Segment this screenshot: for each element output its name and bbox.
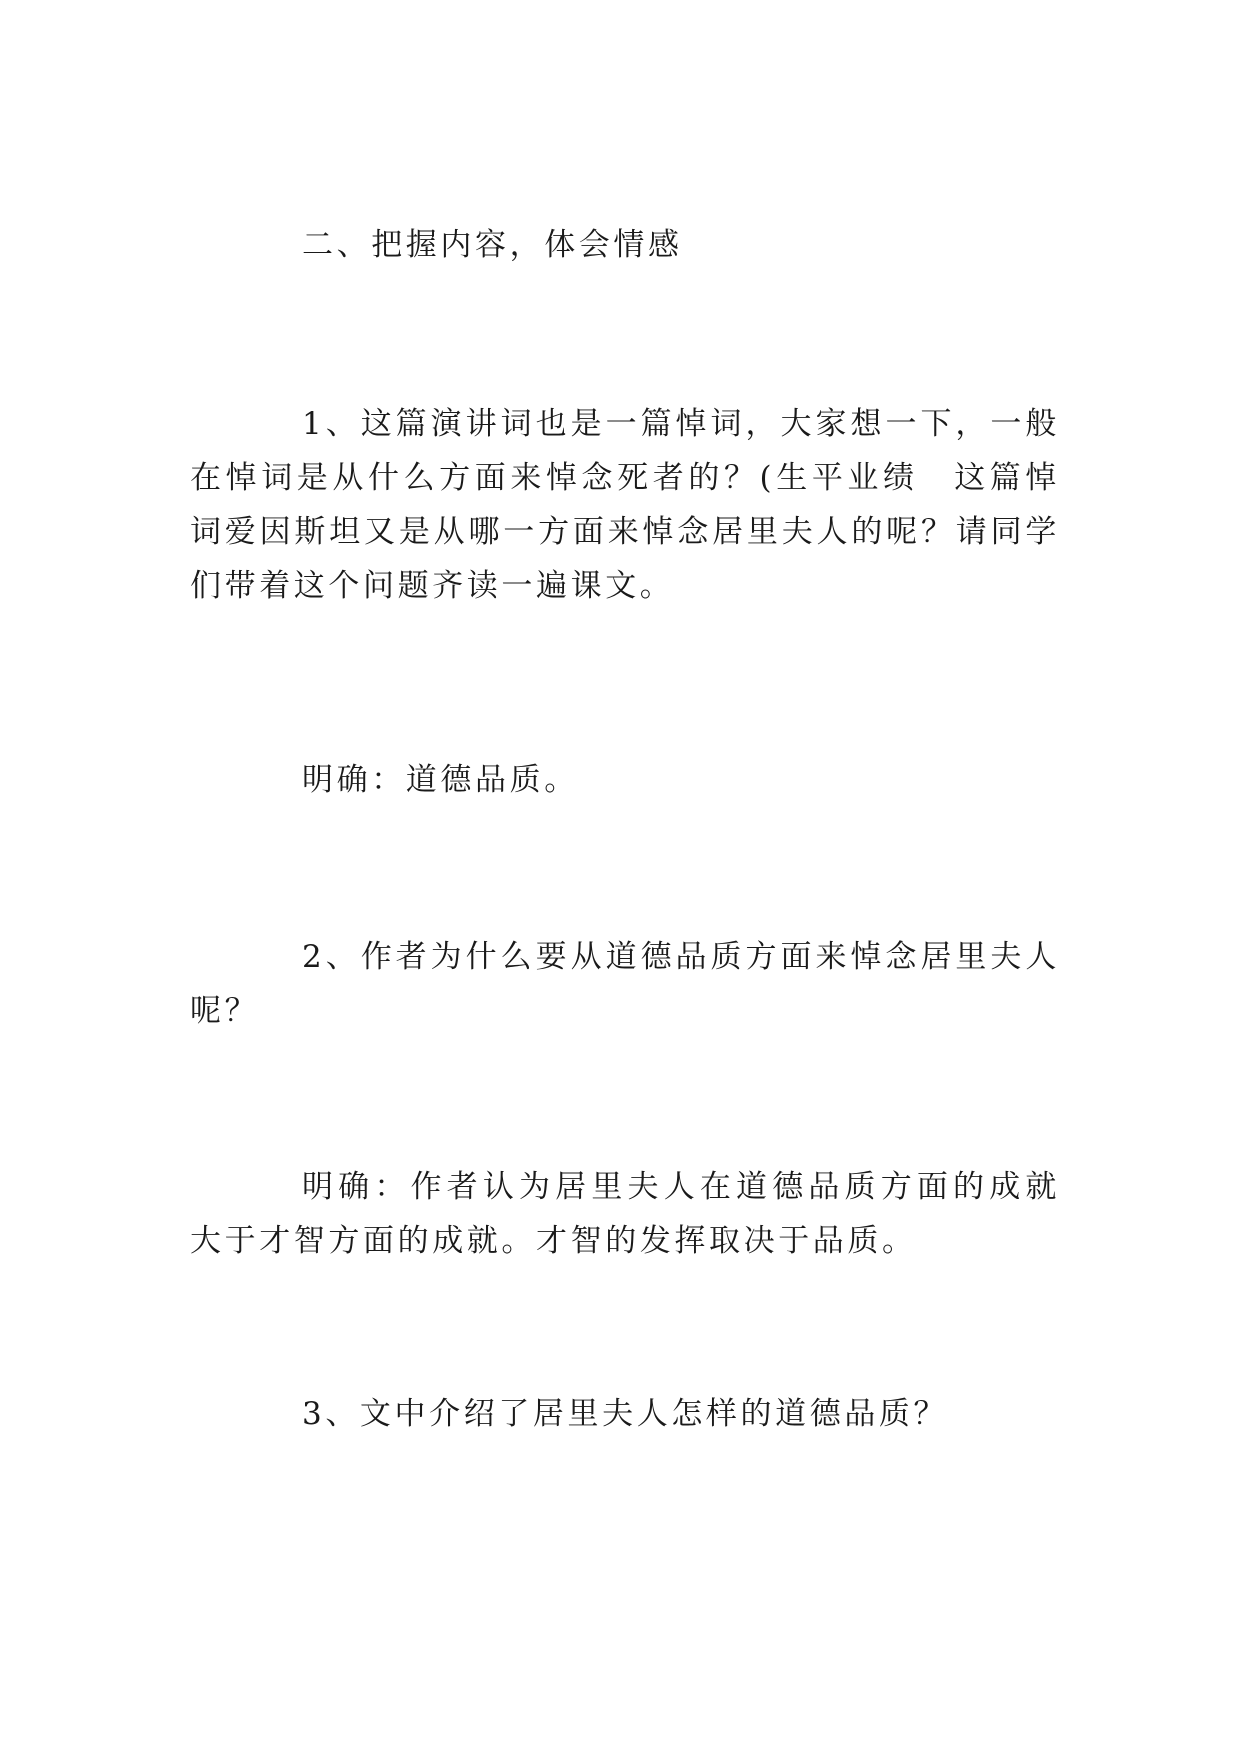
section-heading: 二、把握内容，体会情感 xyxy=(302,227,683,263)
answer-1-paragraph: 明确：道德品质。 xyxy=(302,762,579,798)
question-3-paragraph: 3、文中介绍了居里夫人怎样的道德品质？ xyxy=(302,1396,949,1432)
question-2-paragraph: 2、作者为什么要从道德品质方面来悼念居里夫人呢？ xyxy=(190,939,1060,1029)
answer-2-paragraph: 明确：作者认为居里夫人在道德品质方面的成就大于才智方面的成就。才智的发挥取决于品质。 xyxy=(190,1169,1060,1259)
question-1-paragraph: 1、这篇演讲词也是一篇悼词，大家想一下，一般在悼词是从什么方面来悼念死者的？(生平业绩 这篇悼词爱因斯坦又是从哪一方面来悼念居里夫人的呢？请同学们带着这个问题齐读一遍课文。 xyxy=(190,406,1060,604)
